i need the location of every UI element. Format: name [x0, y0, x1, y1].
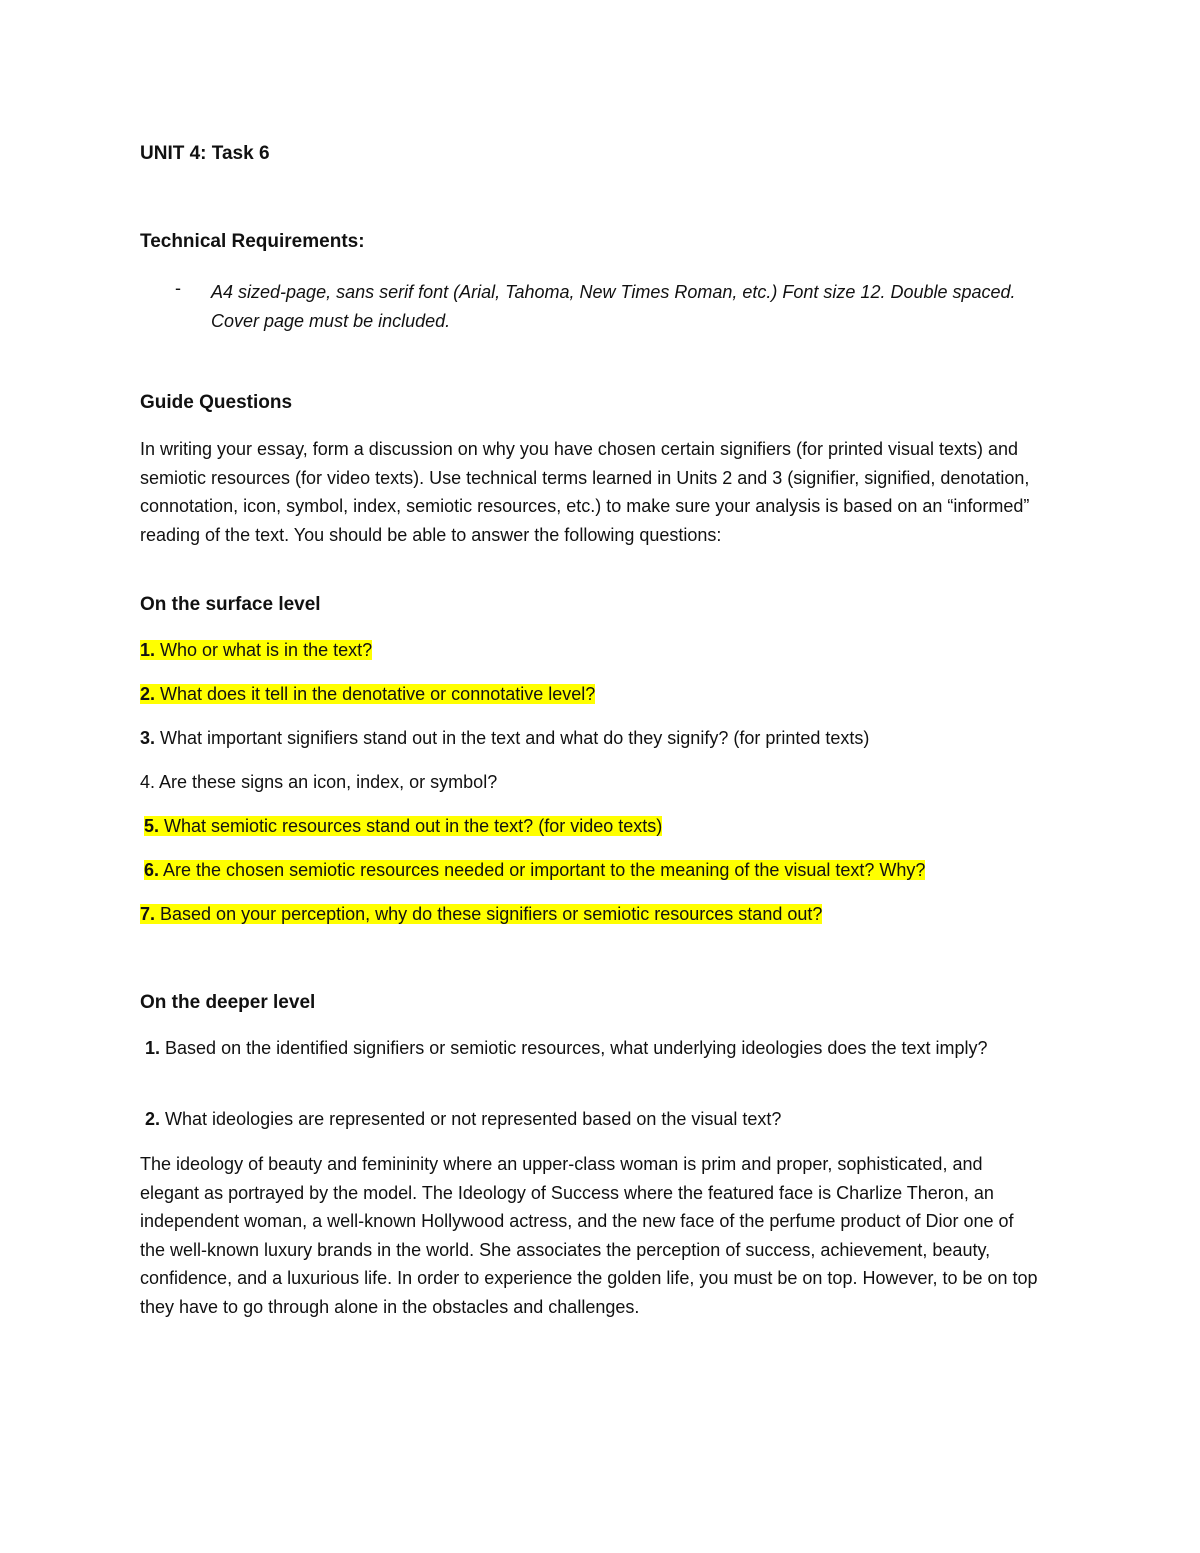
- technical-requirements-heading: Technical Requirements:: [140, 231, 365, 252]
- deeper-question-2: [140, 1109, 781, 1130]
- surface-question-3: [140, 728, 869, 749]
- question-text: What ideologies are represented or not represented based on the visual text?: [160, 1109, 782, 1129]
- deeper-level-heading: On the deeper level: [140, 992, 316, 1013]
- surface-question-2: [140, 684, 595, 705]
- question-text: Based on your perception, why do these signifiers or semiotic resources stand out?: [155, 904, 823, 924]
- question-number: 3.: [140, 728, 156, 748]
- question-text: What does it tell in the denotative or connotative level?: [155, 684, 596, 704]
- question-number: 6.: [144, 860, 160, 880]
- question-number: 2.: [140, 684, 156, 704]
- question-text: What semiotic resources stand out in the text? (for video texts): [159, 816, 663, 836]
- question-number: 1.: [140, 640, 156, 660]
- question-number: 2.: [145, 1109, 161, 1129]
- question-number: 4.: [140, 772, 156, 792]
- answer-paragraph: The ideology of beauty and femininity where an upper-class woman is prim and proper, sophisticated, and elegant as portrayed by the model. The Ideology of Success where the featured face is Charlize Theron, an independent woman, a well-known Hollywood actress, and the new face of the perfume product of Dior one of the well-known luxury brands in the world. She associates the perception of success, achievement, beauty, confidence, and a luxurious life. In order to experience the golden life, you must be on top. However, to be on top they have to go through alone in the obstacles and challenges.: [140, 1154, 1038, 1317]
- technical-requirements-text: A4 sized-page, sans serif font (Arial, Tahoma, New Times Roman, etc.) Font size 12. Double spaced. Cover page must be included.: [211, 282, 1016, 331]
- surface-question-5: [144, 816, 662, 837]
- question-text: Are the chosen semiotic resources needed or important to the meaning of the visual text? Why?: [159, 860, 926, 880]
- deeper-question-1: [140, 1034, 1040, 1063]
- bullet-dash: -: [175, 278, 181, 298]
- guide-intro-paragraph: In writing your essay, form a discussion on why you have chosen certain signifiers (for printed visual texts) and semiotic resources (for video texts). Use technical terms learned in Units 2 and 3 (signifier, signified, denotation, connotation, icon, symbol, index, semiotic resources, etc.) to make sure your analysis is based on an “informed” reading of the text. You should be able to answer the following questions:: [140, 439, 1030, 545]
- surface-question-6: [144, 860, 925, 881]
- surface-question-1: [140, 640, 372, 661]
- document-title: UNIT 4: Task 6: [140, 143, 270, 164]
- question-text: Based on the identified signifiers or semiotic resources, what underlying ideologies does the text imply?: [160, 1038, 988, 1058]
- question-number: 7.: [140, 904, 156, 924]
- surface-question-4: [140, 772, 497, 793]
- question-text: Who or what is in the text?: [155, 640, 373, 660]
- guide-questions-heading: Guide Questions: [140, 392, 293, 413]
- question-text: What important signifiers stand out in the text and what do they signify? (for printed texts): [155, 728, 870, 748]
- surface-question-7: [140, 904, 822, 925]
- surface-level-heading: On the surface level: [140, 594, 321, 615]
- question-number: 5.: [144, 816, 160, 836]
- question-text: Are these signs an icon, index, or symbol?: [155, 772, 498, 792]
- question-number: 1.: [145, 1038, 161, 1058]
